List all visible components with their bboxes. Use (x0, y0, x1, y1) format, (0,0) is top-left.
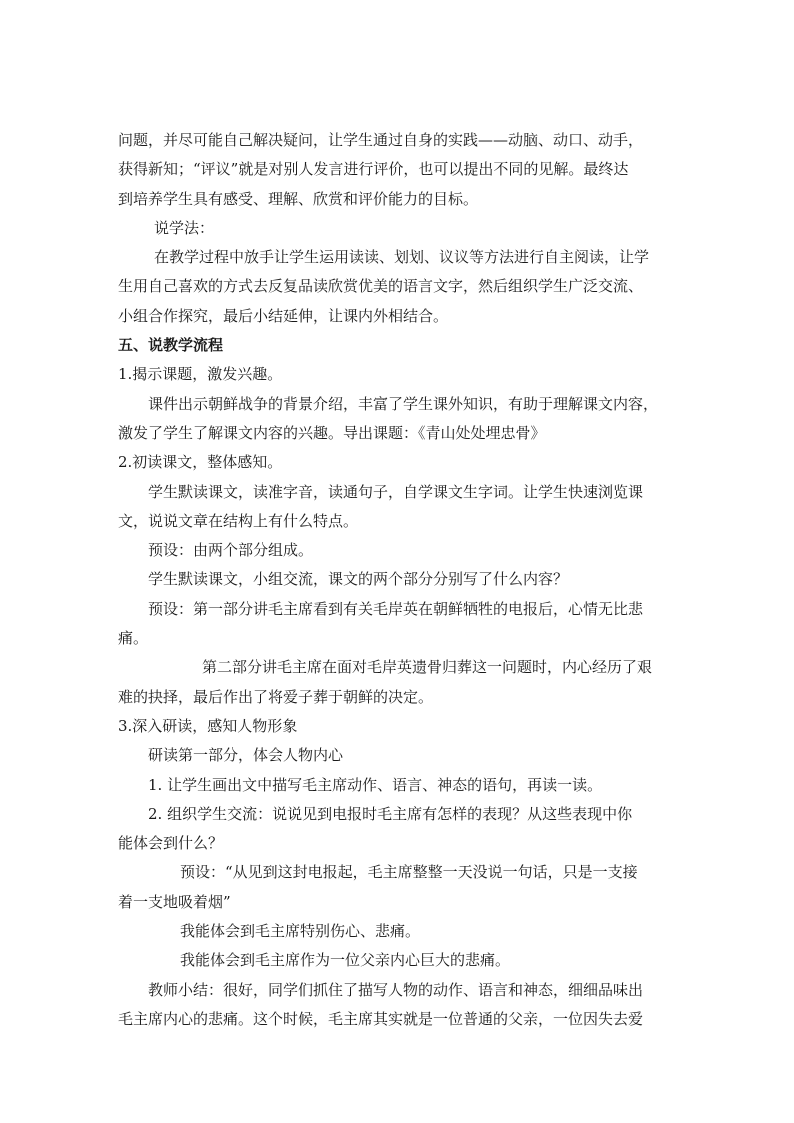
paragraph-line: 到培养学生具有感受、理解、欣赏和评价能力的目标。 (118, 189, 479, 208)
paragraph-line: 第二部分讲毛主席在面对毛岸英遗骨归葬这一问题时，内心经历了艰 (202, 658, 653, 677)
paragraph-line: 学生默读课文，读准字音，读通句子，自学课文生字词。让学生快速浏览课 (148, 482, 644, 501)
subheading: 1.揭示课题，激发兴趣。 (118, 365, 283, 384)
subheading: 3.深入研读，感知人物形象 (118, 716, 298, 735)
paragraph-line: 研读第一部分，体会人物内心 (148, 746, 344, 765)
paragraph-line: 生用自己喜欢的方式去反复品读欣赏优美的语言文字，然后组织学生广泛交流、 (118, 277, 644, 296)
paragraph-line: 问题，并尽可能自己解决疑问，让学生通过自身的实践——动脑、动口、动手， (118, 131, 644, 149)
paragraph-line: 我能体会到毛主席特别伤心、悲痛。 (180, 922, 421, 941)
paragraph-line: 我能体会到毛主席作为一位父亲内心巨大的悲痛。 (180, 951, 511, 970)
list-item: 2. 组织学生交流：说说见到电报时毛主席有怎样的表现？从这些表现中你 (148, 804, 633, 823)
paragraph-line: 能体会到什么？ (118, 834, 224, 853)
paragraph-line: 小组合作探究，最后小结延伸，让课内外相结合。 (118, 306, 449, 325)
subheading: 2.初读课文，整体感知。 (118, 453, 283, 472)
section-label: 说学法： (154, 218, 215, 237)
document-body (118, 126, 678, 1034)
paragraph-line: 学生默读课文，小组交流，课文的两个部分分别写了什么内容？ (148, 570, 569, 589)
section-heading: 五、说教学流程 (118, 336, 224, 355)
paragraph-line: 难的抉择，最后作出了将爱子葬于朝鲜的决定。 (118, 687, 434, 706)
paragraph-line: 预设：由两个部分组成。 (148, 541, 314, 560)
paragraph-line: 在教学过程中放手让学生运用读读、划划、议议等方法进行自主阅读，让学 (154, 248, 650, 267)
paragraph-line: 预设：“从见到这封电报起，毛主席整整一天没说一句话，只是一支接 (180, 863, 638, 882)
paragraph-line: 痛。 (118, 629, 149, 648)
paragraph-line: 教师小结：很好，同学们抓住了描写人物的动作、语言和神态，细细品味出 (148, 980, 644, 999)
paragraph-line: 着一支地吸着烟” (118, 892, 231, 911)
paragraph-line: 毛主席内心的悲痛。这个时候，毛主席其实就是一位普通的父亲，一位因失去爱 (118, 1009, 644, 1028)
paragraph-line: 预设：第一部分讲毛主席看到有关毛岸英在朝鲜牺牲的电报后，心情无比悲 (148, 599, 644, 618)
paragraph-line: 文，说说文章在结构上有什么特点。 (118, 511, 359, 530)
paragraph-line: 激发了学生了解课文内容的兴趣。导出课题：《青山处处埋忠骨》 (118, 423, 546, 442)
list-item: 1. 让学生画出文中描写毛主席动作、语言、神态的语句，再读一读。 (148, 775, 603, 794)
paragraph-line: 课件出示朝鲜战争的背景介绍，丰富了学生课外知识，有助于理解课文内容， (148, 394, 659, 413)
paragraph-line: 获得新知；“评议”就是对别人发言进行评价，也可以提出不同的见解。最终达 (118, 160, 629, 179)
